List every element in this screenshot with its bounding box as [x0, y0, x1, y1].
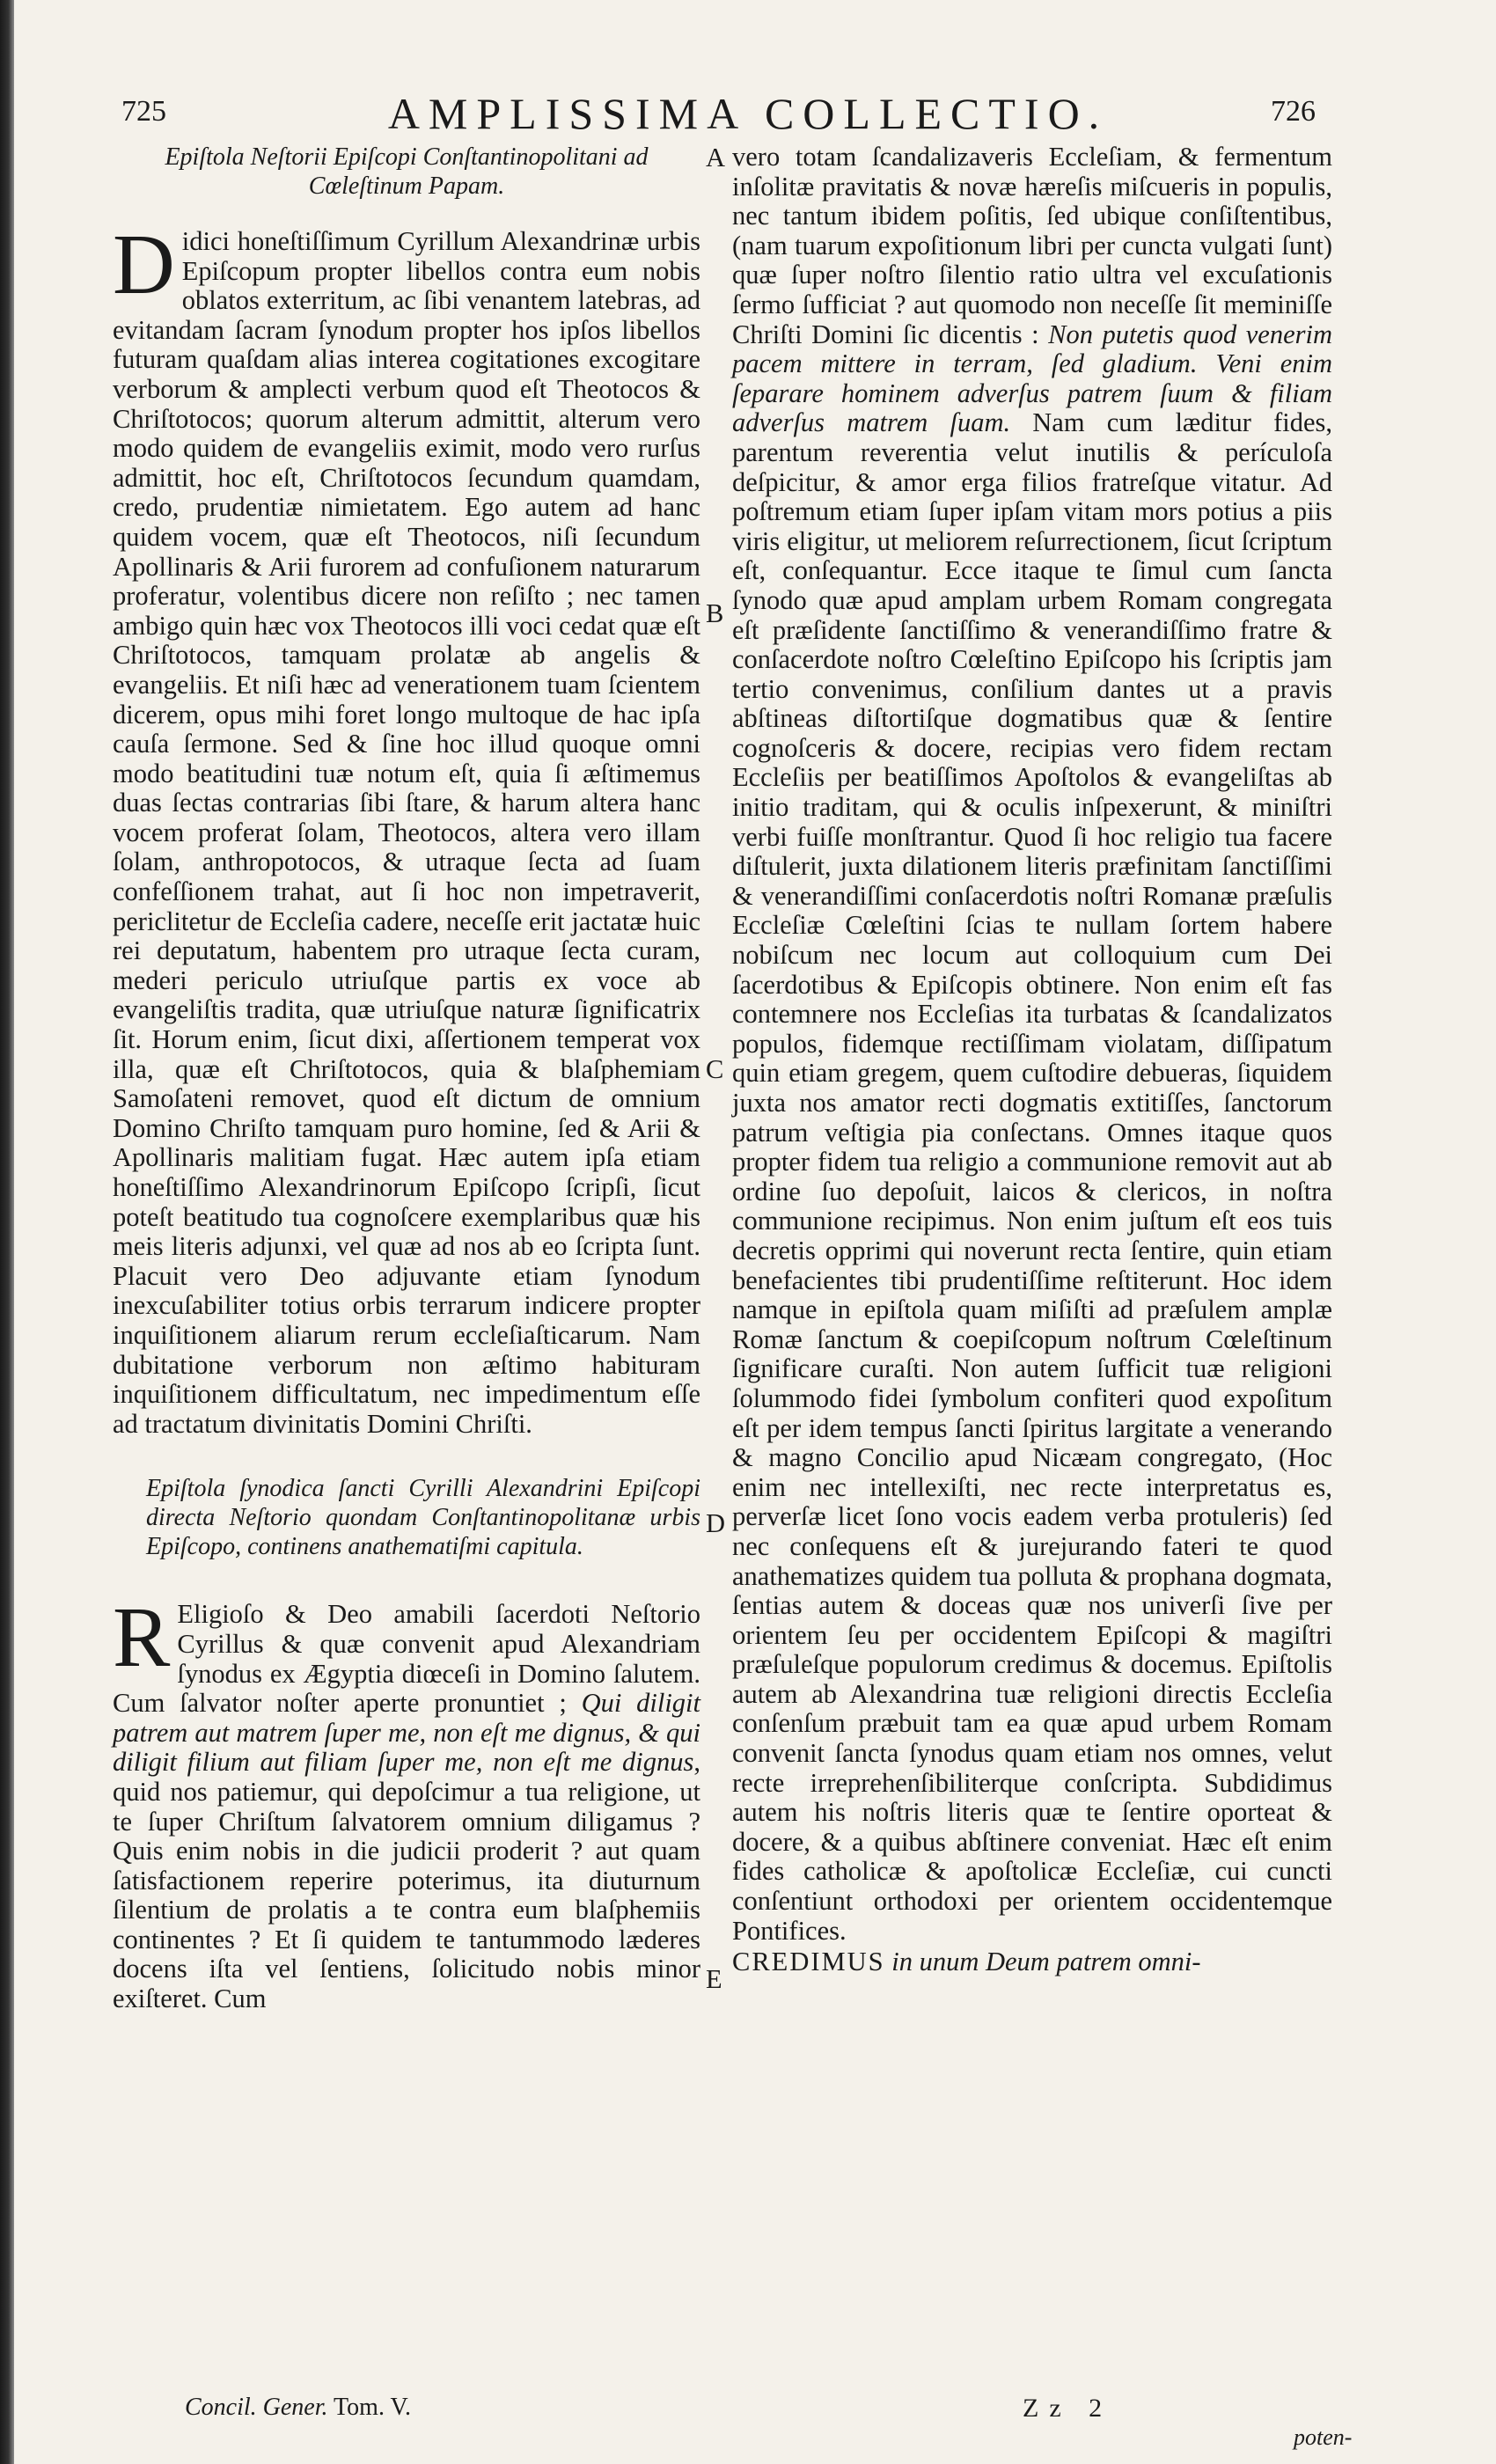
- letter-text: vero totam ſcandalizaveris Eccleſiam, & fermentum inſolitæ pravitatis & novæ hæreſis miſcueris in populis, nec tantum ibidem poſitis, ſed ubique conſiſtentibus, (nam tuarum expoſitionum libri per cuncta vulgati ſunt) quæ ſuper noſtro ſilentio ratio ultra vel excuſationis ſermo ſufficiat ? aut quomodo non neceſſe ſit meminiſſe Chriſti Domini ſic dicentis :: [732, 142, 1332, 349]
- left-column: [113, 143, 700, 2014]
- margin-letter-b: B: [706, 598, 724, 628]
- letter-text: Eligioſo & Deo amabili ſacerdoti Neſtorio Cyrillus & quæ convenit apud Alexandriam ſynodus ex Ægyptia diœceſi in Domino ſalutem. Cum ſalvator noſter aperte pronuntiet ;: [113, 1599, 700, 1719]
- footer-volume-number: Tom. V.: [327, 2394, 412, 2421]
- page-number-right: 726: [1271, 95, 1316, 128]
- creed-initial-word: CREDIMUS: [732, 1947, 885, 1977]
- drop-capital: D: [113, 217, 175, 312]
- scan-binding-edge: [0, 0, 14, 2464]
- margin-letter-e: E: [706, 1964, 722, 1994]
- page-number-left: 725: [121, 95, 166, 128]
- drop-capital: R: [113, 1590, 171, 1686]
- creed-opening: [732, 1947, 1332, 1977]
- signature-mark: Zz 2: [1023, 2394, 1113, 2423]
- letter-body-cyril: [113, 1590, 700, 2014]
- right-column: [732, 143, 1332, 1977]
- letter-heading-nestorius: Epiſtola Neſtorii Epiſcopi Conſtantinopolitani ad Cœleſtinum Papam.: [165, 143, 649, 200]
- margin-letter-a: A: [706, 143, 726, 172]
- footer-volume: [185, 2394, 411, 2422]
- running-title: AMPLISSIMA COLLECTIO.: [387, 89, 1109, 138]
- margin-letter-c: C: [706, 1054, 724, 1084]
- footer-work-title: Concil. Gener.: [185, 2394, 328, 2421]
- letter-body-continued: [732, 143, 1332, 1946]
- scripture-quote: Qui diligit patrem aut matrem ſuper me, non eſt me dignus, & qui diligit filium aut filiam ſuper me, non eſt me dignus: [113, 1688, 700, 1778]
- margin-letter-d: D: [706, 1508, 726, 1538]
- catchword: poten-: [1294, 2424, 1353, 2450]
- creed-text: in unum Deum patrem omni-: [884, 1947, 1201, 1977]
- page-header: [0, 88, 1496, 141]
- letter-text: idici honeſtiſſimum Cyrillum Alexandrinæ urbis Epiſcopum propter libellos contra eum nobis oblatos exterritum, ac ſibi venantem latebras, ad evitandam ſacram ſynodum propter hos ipſos libellos futuram quaſdam alias interea cogitationes excogitare verborum & amplecti verbum quod eſt Theotocos & Chriſtotocos; quorum alterum admittit, alterum vero modo quidem de evangeliis eximit, modo vero rurſus admittit, hoc eſt, Chriſtotocos ſecundum quamdam, credo, prudentiæ nimietatem. Ego autem ad hanc quidem vocem, quæ eſt Theotocos, niſi ſecundum Apollinaris & Arii furorem ad confuſionem naturarum proferatur, volentibus dicere non reſiſto ; nec tamen ambigo quin hæc vox Theotocos illi voci cedat quæ eſt Chriſtotocos, tamquam prolatæ ab angelis & evangeliis. Et niſi hæc ad venerationem tuam ſcientem dicerem, opus mihi foret longo multoque de hac ipſa cauſa ſermone. Sed & ſine hoc illud quoque omni modo beatitudini tuæ notum eſt, quia ſi æſtimemus duas ſectas contrarias ſibi ſtare, & harum altera hanc vocem proferat ſolam, Theotocos, altera vero illam ſolam, anthropotocos, & utraque ſecta ad ſuam confeſſionem trahat, aut ſi hoc non impetraverit, periclitetur de Eccleſia cadere, neceſſe erit jactatæ huic rei deputatum, habentem pro utraque ſecta curam, mederi periculo utriuſque partis ex voce ab evangeliſtis tradita, quæ utriuſque naturæ ſignificatrix ſit. Horum enim, ſicut dixi, aſſertionem temperat vox illa, quæ eſt Chriſtotocos, quia & blaſphemiam Samoſateni removet, quod eſt dictum de omnium Domino Chriſto tamquam puro homine, ſed & Arii & Apollinaris malitiam fugat. Hæc autem ipſa etiam honeſtiſſimo Alexandrinorum Epiſcopo ſcripſi, ſicut poteſt beatitudo tua cognoſcere exemplaribus quæ his meis literis adjunxi, vel quæ ad nos ab eo ſcripta ſunt. Placuit vero Deo adjuvante etiam ſynodum inexcuſabiliter totius orbis terrarum indicere propter inquiſitionem aliarum rerum eccleſiaſticarum. Nam dubitatione verborum non æſtimo habituram inquiſitionem difficultatum, nec impedimentum eſſe ad tractatum divinitatis Domini Chriſti.: [113, 226, 700, 1439]
- letter-text: Nam cum læditur fides, parentum reverentia velut inutilis & perículoſa deſpicitur, & amor erga filios fratreſque vitatur. Ad poſtremum etiam ſuper ipſam vitam mors potius a piis viris eligitur, ut meliorem reſurrectionem, ſicut ſcriptum eſt, conſequantur. Ecce itaque te ſimul cum ſancta ſynodo quæ apud amplam urbem Romam congregata eſt præſidente ſanctiſſimo & venerandiſſimo fratre & conſacerdote noſtro Cœleſtino Epiſcopo his ſcriptis jam tertio convenimus, conſilium dantes ut a pravis abſtineas diſtortiſque dogmatibus quæ & ſentire cognoſceris & docere, recipias vero fidem rectam Eccleſiis per beatiſſimos Apoſtolos & evangeliſtas ab initio traditam, qui & oculis inſpexerunt, & miniſtri verbi fuiſſe monſtrantur. Quod ſi hoc religio tua facere diſtulerit, juxta dilationem literis præfinitam ſanctiſſimi & venerandiſſimi conſacerdotis noſtri Romanæ præſulis Eccleſiæ Cœleſtini ſcias te nullam ſortem habere nobiſcum nec locum aut colloquium cum Dei ſacerdotibus & Epiſcopis obtinere. Non enim eſt fas contemnere nos Eccleſias ita turbatas & ſcandalizatos populos, fidemque rectiſſimam violatam, diſſipatum quin etiam gregem, quem cuſtodire debueras, ſiquidem juxta nos amator recti dogmatis extitiſſes, ſanctorum patrum veſtigia pia conſectans. Omnes itaque quos propter fidem tua religio a communione removit aut ab ordine ſuo depoſuit, laicos & clericos, in noſtra communione recipimus. Non enim juſtum eſt eos tuis decretis opprimi qui noverunt recta ſentire, quin etiam benefacientes tibi prudentiſſime reſtiterunt. Hoc idem namque in epiſtola quam miſiſti ad præſulem amplæ Romæ ſanctum & coepiſcopum noſtrum Cœleſtinum ſignificare curaſti. Non autem ſufficit tuæ religioni ſolummodo fidei ſymbolum confiteri quod expoſitum eſt per idem tempus ſancti ſpiritus largitate a venerando & magno Concilio apud Nicæam congregato, (Hoc enim nec intellexiſti, nec recte interpretatus es, perverſæ licet ſono vocis eadem verba protuleris) ſed nec conſequens eſt & jurejurando fateri te quod anathematizes quidem tua polluta & prophana dogmata, ſentias autem & doceas quæ nos univerſi ſive per orientem ſeu per occidentem Epiſcopi & magiſtri præſuleſque populorum credimus & docemus. Epiſtolis autem ab Alexandrina tuæ religioni directis Eccleſia conſenſum præbuit tam ea quæ apud urbem Romam convenit ſancta ſynodus quam etiam nos omnes, velut recte irreprehenſibiliterque conſcripta. Subdidimus autem his noſtris literis quæ te ſentire oporteat & docere, & a quibus abſtinere conveniat. Hæc eſt enim fides catholicæ & apoſtolicæ Eccleſiæ, cui cuncti conſentiunt orthodoxi per orientem occidentemque Pontifices.: [732, 407, 1332, 1946]
- letter-body-nestorius: [113, 217, 700, 1439]
- letter-text: , quid nos patiemur, qui depoſcimur a tua religione, ut te ſuper Chriſtum ſalvatorem omnium diligamus ? Quis enim nobis in die judicii proderit ? aut quam ſatisfactionem reperire poterimus, ita diuturnum ſilentium de prolatis a te contra eum blaſphemiis continentes ? Et ſi quidem te tantummodo læderes docens iſta vel ſentiens, ſolicitudo nobis minor exiſteret. Cum: [113, 1747, 700, 2014]
- letter-heading-cyril: Epiſtola ſynodica ſancti Cyrilli Alexandrini Epiſcopi directa Neſtorio quondam Conſtantinopolitanæ urbis Epiſcopo, continens anathematiſmi capitula.: [146, 1475, 700, 1561]
- scripture-quote: Non putetis quod venerim pacem mittere in terram, ſed gladium. Veni enim ſeparare hominem adverſus patrem ſuum & filiam adverſus matrem ſuam.: [732, 319, 1332, 438]
